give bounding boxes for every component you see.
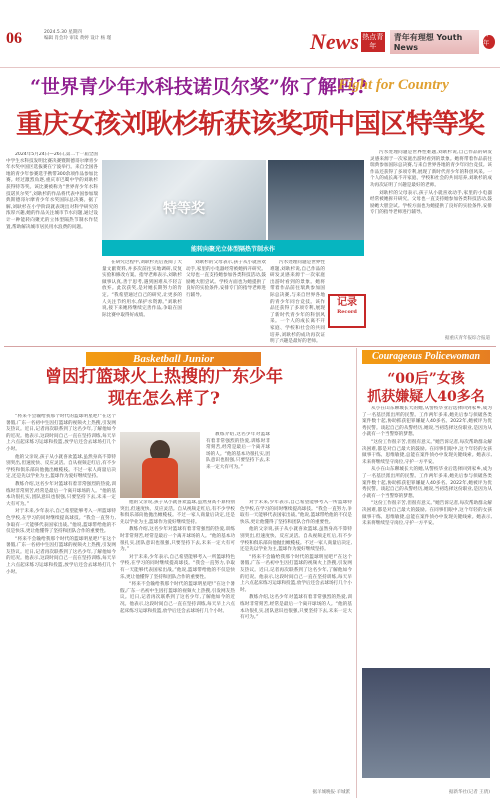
article2-column-1 xyxy=(6,414,116,794)
article2-text-13: 教练介绍,这名少年对篮球有着非常强烈的热爱,训练时非常刻苦,经常是最后一个离开球场的人。“他的基本功很扎实,团队意识也很强,只要坚持下去,未来一定大有可为。” xyxy=(240,595,352,621)
article1-text-1: 2024年5月24日—26日,第二十一届全国中学生水科技发明比赛决赛暨斯德哥尔摩青少年水奖中国区选拔赛在宁波举行。来自全国各地的青少年参赛选手携带300余项作品参加比赛。经过激烈角逐,重庆市巴蜀中学的刘耿杉获得特等奖。该比赛被称为“世界青少年水科技诺贝尔奖”,刘耿杉的作品将代表中国参加瑞典斯德哥尔摩青少年水奖国际总决赛。据了解,刘耿杉在小学阶段就表现出对科学研究的浓厚兴趣,她的作品关注城市节水问题,通过设计一种能转向聚光的立体型隔热节制水作装置,帮助解决城市居民用水浪费的问题。 xyxy=(6,152,98,230)
article2-title-line2: 现在怎么样了? xyxy=(108,389,220,409)
article2-text-6: 他的父亲说,孩子从小就喜欢篮球,虽然身高不算特别突出,但速度快、反应灵活。自从视频走红后,有不少学校和俱乐部向他抛出橄榄枝。不过一家人商量后决定,还是先以学业为主,篮球作为爱好继续坚持。 xyxy=(120,500,235,525)
basketball-teen-photo xyxy=(120,432,200,498)
article1-text-5: 污水处理问题是世界性难题,刘耿杉说,自己作品的研发灵感来源于一次家庭出游时看到的景象。她将带着作品前往瑞典参加国际总决赛,与来自世界各地的青少年同台竞技。该作品还获得了多项专利,展现了新时代青少年的科创风采。一个人的成长离不开家庭、学校和社会的共同培养,刘耿杉的成功再次证明了兴趣是最好的老师。 xyxy=(370,150,492,188)
article3-column-1 xyxy=(362,406,492,664)
article3-text-3: 从小在山东聊城长大的她,从警校毕业后选择回到家乡,成为了一名基层派出所的民警。工作两年多来,她先后参与侦破各类案件数十起,协助抓获犯罪嫌疑人40多名。2022年,她被评为优秀民警。谈起自己的从警经历,她说,当初选择这份职业,是因为从小就有一个当警察的梦想。 xyxy=(362,467,492,499)
headline-main: 重庆女孩刘耿杉斩获该奖项中国区特等奖 xyxy=(16,109,484,140)
record-badge-en: Record xyxy=(337,309,357,315)
section-slogan: 青年有理想 Youth News xyxy=(390,30,479,54)
article2-credit: 据羊城晚报·羊城派 xyxy=(312,790,350,795)
article1-column-3 xyxy=(186,260,266,348)
section-divider xyxy=(4,346,496,347)
article2-text-7: 教练介绍,这名少年对篮球有着非常强烈的热爱,训练时非常刻苦,经常是最后一个离开球场的人。“他的基本功很扎实,团队意识也很强,只要坚持下去,未来一定大有可为。” xyxy=(120,527,235,553)
article2-title-line1: 曾因打篮球火上热搜的广东少年 xyxy=(45,367,283,387)
issue-date: 2024.5.30 星期四 xyxy=(44,30,82,35)
article2-text-8: 对于未来,少年表示,自己希望能够考入一所篮球特色学校,在学习的同时继续提高球技。“我会一直努力,争取有一天能够代表国家出战。”他说,篮球带给他的不仅是快乐,更让他懂得了坚持和团队合作的重要性。 xyxy=(120,554,235,580)
article1-text-6: 刘耿杉的父母表示,孩子从小就喜欢动手,家里的小电器经常被她拆开研究。父母也一直支持她参加各类科技活动,鼓励她大胆尝试。学校方面也为她提供了良好的实验条件,安排专门的指导老师进行辅导。 xyxy=(370,190,492,216)
article2-text-4: 对于未来,少年表示,自己希望能够考入一所篮球特色学校,在学习的同时继续提高球技。“我会一直努力,争取有一天能够代表国家出战。”他说,篮球带给他的不仅是快乐,更让他懂得了坚持和团队合作的重要性。 xyxy=(6,509,116,535)
section-label: 热点青年 xyxy=(362,33,384,50)
article3-text-1: 从小在山东聊城长大的她,从警校毕业后选择回到家乡,成为了一名基层派出所的民警。工作两年多来,她先后参与侦破各类案件数十起,协助抓获犯罪嫌疑人40多名。2022年,她被评为优秀民警。谈起自己的从警经历,她说,当初选择这份职业,是因为从小就有一个当警察的梦想。 xyxy=(362,406,492,438)
article2-text-12: “将来不会输给我那个时代的篮球明星吧!”在这个暑假,广东一名初中生因打篮球的视频火上热搜,引发网友热议。近日,记者再次联系到了这名少年,了解他如今的近况。他表示,这段时间自己一直在坚持训练,每天早上六点起床练习运球和投篮,放学后还会去球场打几个小时。 xyxy=(240,554,352,593)
article3-title-line2: 抓获嫌疑人40多名 xyxy=(367,389,485,405)
article2-text-1: “将来不会输给我那个时代的篮球明星吧!”在这个暑假,广东一名初中生因打篮球的视频火上热搜,引发网友热议。近日,记者再次联系到了这名少年,了解他如今的近况。他表示,这段时间自己一直在坚持训练,每天早上六点起床练习运球和投篮,放学后还会去球场打几个小时。 xyxy=(6,414,116,452)
record-badge-label: 记录 xyxy=(337,297,357,308)
article1-column-2 xyxy=(102,260,182,348)
article3-banner: Courageous Policewoman xyxy=(362,350,490,364)
article2-column-3 xyxy=(240,500,352,794)
article1-credit: 据重庆青年报综合报道 xyxy=(445,336,490,341)
article2-text-5: “将来不会输给我那个时代的篮球明星吧!”在这个暑假,广东一名初中生因打篮球的视频火上热搜,引发网友热议。近日,记者再次联系到了这名少年,了解他如今的近况。他表示,这段时间自己一直在坚持训练,每天早上六点起床练习运球和投篮,放学后还会去球场打几个小时。 xyxy=(6,536,116,575)
editors-line: 编辑 肖会玲 审读 黄婷 设计 杨 瑾 xyxy=(44,36,112,41)
policewoman-photo xyxy=(362,668,490,778)
page-number: 06 xyxy=(6,30,22,47)
section-brand xyxy=(310,28,495,56)
article2-text-3: 教练介绍,这名少年对篮球有着非常强烈的热爱,训练时非常刻苦,经常是最后一个离开球场的人。“他的基本功很扎实,团队意识也很强,只要坚持下去,未来一定大有可为。” xyxy=(6,481,116,507)
page-header xyxy=(0,0,500,68)
issue-meta xyxy=(44,30,111,42)
brand-news: News xyxy=(310,29,359,54)
article1-text-4a: 污水处理问题是世界性难题,刘耿杉说,自己作品的研发灵感来源于一次家庭出游时看到的景象。她将带着作品前往瑞典参加国际总决赛,与来自世界各地的青少年同台竞技。该作品还获得了多项专利,展现了新时代青少年的科创风采。一个人的成长离不开家庭、学校和社会的共同培养,刘耿杉的成功再次证明了兴趣是最好的老师。 xyxy=(270,260,325,345)
teen-shirt xyxy=(142,458,178,498)
article2-side-column xyxy=(206,432,270,498)
column-divider xyxy=(356,348,357,798)
article2-text-9: “将来不会输给我那个时代的篮球明星吧!”在这个暑假,广东一名初中生因打篮球的视频火上热搜,引发网友热议。近日,记者再次联系到了这名少年,了解他如今的近况。他表示,这段时间自己一直在坚持训练,每天早上六点起床练习运球和投篮,放学后还会去球场打几个小时。 xyxy=(120,582,235,614)
article1-column-1 xyxy=(6,152,98,347)
article2-text-10: 对于未来,少年表示,自己希望能够考入一所篮球特色学校,在学习的同时继续提高球技。“我会一直努力,争取有一天能够代表国家出战。”他说,篮球带给他的不仅是快乐,更让他懂得了坚持和团队合作的重要性。 xyxy=(240,500,352,525)
article3-title-line1: “00后”女孩 xyxy=(387,371,465,387)
article2-column-2 xyxy=(120,500,235,794)
project-name-strip: 能转向聚光立体型隔热节制水作 xyxy=(102,240,364,256)
article3-text-4: “这份工作很辛苦,但很有意义。”她告诉记者,每次帮助群众解决困难,都是对自己最大的鼓励。在同事们眼中,这个年轻的女孩做事干练、思维敏捷,总能在案件侦办中发现关键线索。她表示,未来将继续坚守岗位,守护一方平安。 xyxy=(362,501,492,527)
article3-text-2: “这份工作很辛苦,但很有意义。”她告诉记者,每次帮助群众解决困难,都是对自己最大的鼓励。在同事们眼中,这个年轻的女孩做事干练、思维敏捷,总能在案件侦办中发现关键线索。她表示,未来将继续坚守岗位,守护一方平安。 xyxy=(362,439,492,465)
article3-credit: 据新华社(记者 王倩) xyxy=(449,790,490,795)
award-photo-caption: 特等奖 xyxy=(163,200,205,217)
headline-kicker: “世界青少年水科技诺贝尔奖”你了解吗? xyxy=(30,76,367,98)
article2-banner: Basketball Junior xyxy=(86,352,261,366)
article1-column-5 xyxy=(370,150,492,330)
article1-column-4a xyxy=(270,260,325,348)
article2-side-text: 教练介绍,这名少年对篮球有着非常强烈的热爱,训练时非常刻苦,经常是最后一个离开球场的人。“他的基本功很扎实,团队意识也很强,只要坚持下去,未来一定大有可为。” xyxy=(206,432,270,470)
article2-text-2: 他的父亲说,孩子从小就喜欢篮球,虽然身高不算特别突出,但速度快、反应灵活。自从视频走红后,有不少学校和俱乐部向他抛出橄榄枝。不过一家人商量后决定,还是先以学业为主,篮球作为爱好继续坚持。 xyxy=(6,454,116,480)
article1-text-2: 在研究过程中,刘耿杉先后查阅了大量文献资料,并多次前往实地调研,反复实验和修改方案。指导老师表示,刘耿杉做事认真,善于思考,遇到困难从不轻言放弃。此次获奖,是对她长期努力的肯定。“我希望通过自己的研究,让更多的人关注节约用水,保护水资源。”刘耿杉说,接下来她将继续完善作品,争取在国际比赛中取得好成绩。 xyxy=(102,260,182,318)
article2-title xyxy=(30,366,298,410)
headline-kicker-en: Fight for Country xyxy=(338,77,449,93)
newspaper-logo-icon: 青年报 xyxy=(483,35,495,49)
article1-text-3: 刘耿杉的父母表示,孩子从小就喜欢动手,家里的小电器经常被她拆开研究。父母也一直支持她参加各类科技活动,鼓励她大胆尝试。学校方面也为她提供了良好的实验条件,安排专门的指导老师进行辅导。 xyxy=(186,260,266,298)
record-badge xyxy=(328,294,366,328)
article2-text-11: 他的父亲说,孩子从小就喜欢篮球,虽然身高不算特别突出,但速度快、反应灵活。自从视频走红后,有不少学校和俱乐部向他抛出橄榄枝。不过一家人商量后决定,还是先以学业为主,篮球作为爱好继续坚持。 xyxy=(240,527,352,553)
